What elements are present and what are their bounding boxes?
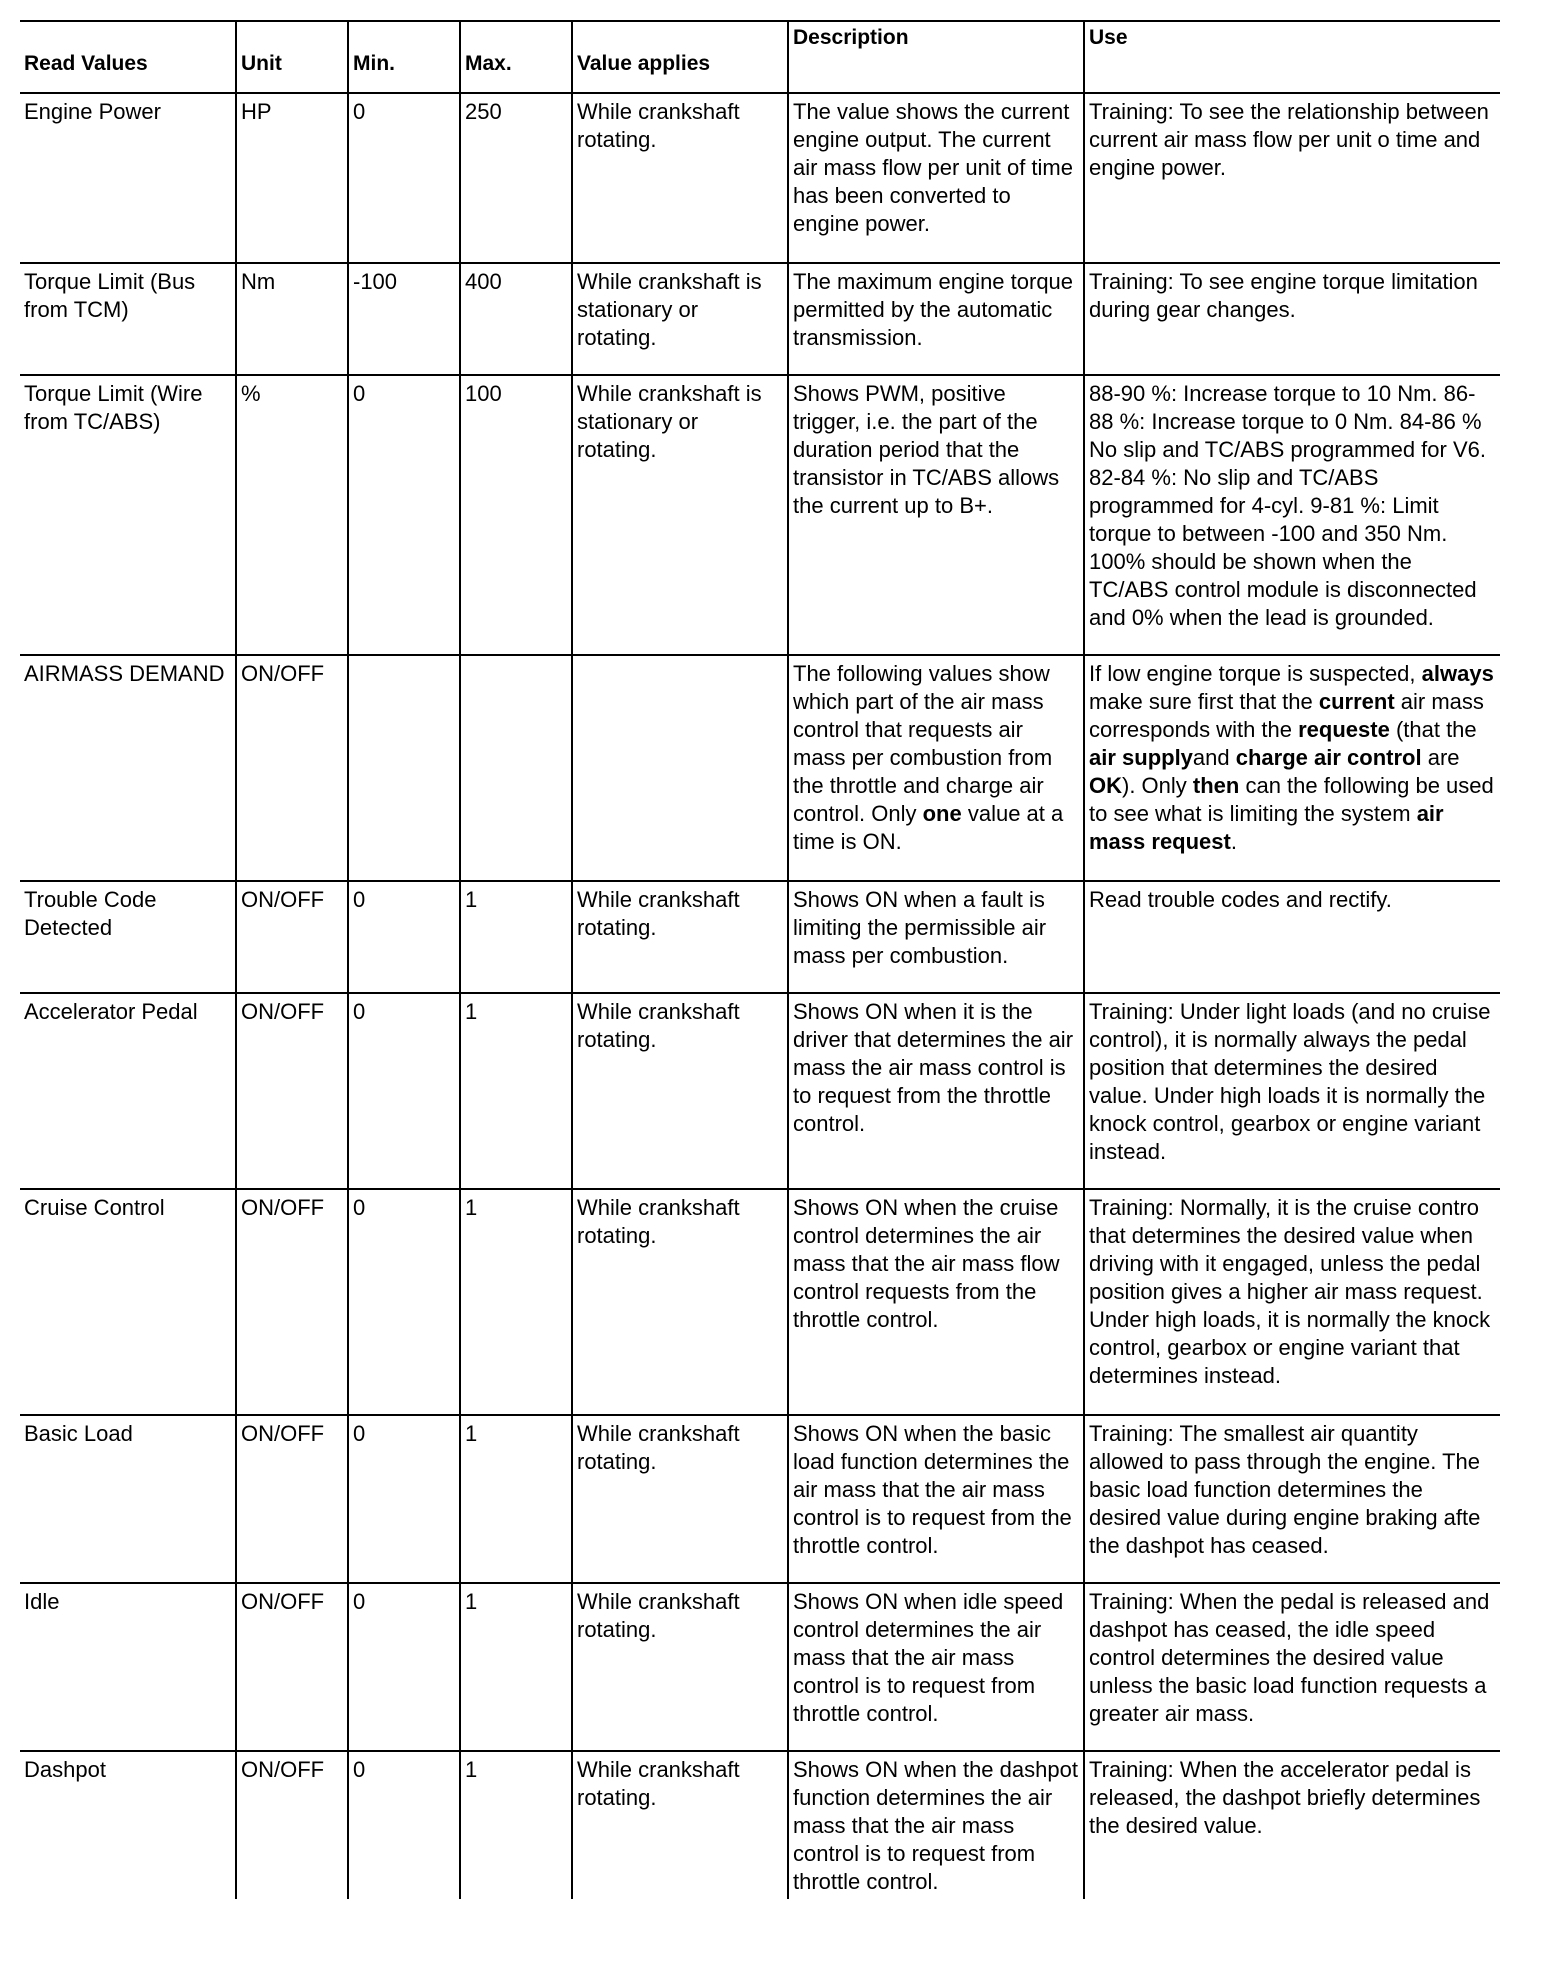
description-text: value at a time is ON. (793, 801, 1064, 854)
cell-description: Shows ON when the cruise control determines the air mass that the air mass flow control requests from the throttle control. (788, 1189, 1084, 1415)
table-row (20, 1583, 1500, 1751)
cell-min: 0 (348, 1415, 460, 1583)
cell-read-value: Engine Power (20, 93, 236, 263)
cell-description: The maximum engine torque permitted by the automatic transmission. (788, 263, 1084, 375)
cell-read-value: Accelerator Pedal (20, 993, 236, 1189)
cell-min: -100 (348, 263, 460, 375)
use-emphasis: air mass request (1089, 801, 1444, 854)
cell-max (460, 655, 572, 881)
use-emphasis: charge air control (1235, 745, 1422, 770)
table-row (20, 881, 1500, 993)
cell-read-value: Torque Limit (Bus from TCM) (20, 263, 236, 375)
cell-use: Training: To see engine torque limitation during gear changes. (1084, 263, 1500, 375)
cell-min: 0 (348, 1189, 460, 1415)
cell-read-value: Torque Limit (Wire from TC/ABS) (20, 375, 236, 655)
table-row (20, 93, 1500, 263)
use-emphasis: always (1421, 661, 1494, 686)
use-text: and (1192, 745, 1236, 770)
cell-description: The value shows the current engine output. The current air mass flow per unit of time has been converted to engine power. (788, 93, 1084, 263)
use-text: can the following be used to see what is limiting the system (1089, 773, 1494, 826)
cell-max: 1 (460, 1189, 572, 1415)
use-text: (that the (1389, 717, 1477, 742)
use-emphasis: requeste (1298, 717, 1390, 742)
header-min: Min. (348, 21, 460, 93)
cell-use: Training: When the pedal is released and dashpot has ceased, the idle speed control determines the desired value unless the basic load function requests a greater air mass. (1084, 1583, 1500, 1751)
header-description: Description (788, 21, 1084, 93)
cell-unit: ON/OFF (236, 881, 348, 993)
cell-description (788, 655, 1084, 881)
cell-applies: While crankshaft rotating. (572, 1751, 788, 1899)
cell-min: 0 (348, 1583, 460, 1751)
use-emphasis: current (1318, 689, 1395, 714)
header-max: Max. (460, 21, 572, 93)
cell-min: 0 (348, 993, 460, 1189)
cell-applies: While crankshaft is stationary or rotating. (572, 263, 788, 375)
table-row (20, 993, 1500, 1189)
table-row (20, 375, 1500, 655)
table-row (20, 655, 1500, 881)
cell-max: 400 (460, 263, 572, 375)
use-text: air mass corresponds with the (1089, 689, 1484, 742)
header-value-applies: Value applies (572, 21, 788, 93)
cell-applies: While crankshaft rotating. (572, 93, 788, 263)
table-row (20, 1751, 1500, 1899)
cell-description: Shows ON when a fault is limiting the permissible air mass per combustion. (788, 881, 1084, 993)
cell-read-value: Dashpot (20, 1751, 236, 1899)
cell-max: 1 (460, 1415, 572, 1583)
cell-max: 1 (460, 993, 572, 1189)
table-row (20, 1189, 1500, 1415)
cell-max: 1 (460, 881, 572, 993)
cell-use: 88-90 %: Increase torque to 10 Nm. 86-88 %: Increase torque to 0 Nm. 84-86 % No slip and TC/ABS programmed for V6. 82-84 %: No slip and TC/ABS programmed for 4-cyl. 9-81 %: Limit torque to between -100 and 350 Nm. 100% should be shown when the TC/ABS control module is disconnected and 0% when the lead is grounded. (1084, 375, 1500, 655)
use-text: ). Only (1122, 773, 1193, 798)
cell-read-value: AIRMASS DEMAND (20, 655, 236, 881)
cell-description: Shows ON when the basic load function determines the air mass that the air mass control is to request from the throttle control. (788, 1415, 1084, 1583)
cell-read-value: Cruise Control (20, 1189, 236, 1415)
cell-applies: While crankshaft is stationary or rotating. (572, 375, 788, 655)
description-emphasis: one (922, 801, 962, 826)
cell-applies: While crankshaft rotating. (572, 881, 788, 993)
cell-unit: ON/OFF (236, 655, 348, 881)
cell-use: Training: When the accelerator pedal is released, the dashpot briefly determines the desired value. (1084, 1751, 1500, 1899)
cell-min: 0 (348, 375, 460, 655)
cell-unit: ON/OFF (236, 1189, 348, 1415)
cell-description: Shows ON when idle speed control determines the air mass that the air mass control is to request from throttle control. (788, 1583, 1084, 1751)
cell-description: Shows ON when the dashpot function determines the air mass that the air mass control is to request from throttle control. (788, 1751, 1084, 1899)
header-use: Use (1084, 21, 1500, 93)
cell-description: Shows PWM, positive trigger, i.e. the part of the duration period that the transistor in TC/ABS allows the current up to B+. (788, 375, 1084, 655)
cell-read-value: Trouble Code Detected (20, 881, 236, 993)
cell-applies: While crankshaft rotating. (572, 1189, 788, 1415)
cell-applies: While crankshaft rotating. (572, 993, 788, 1189)
use-emphasis: air supply (1089, 745, 1193, 770)
cell-applies (572, 655, 788, 881)
cell-unit: Nm (236, 263, 348, 375)
cell-unit: % (236, 375, 348, 655)
use-emphasis: then (1192, 773, 1240, 798)
use-text: If low engine torque is suspected, (1089, 661, 1422, 686)
cell-max: 100 (460, 375, 572, 655)
cell-unit: ON/OFF (236, 1751, 348, 1899)
use-text: . (1230, 829, 1237, 854)
cell-use: Read trouble codes and rectify. (1084, 881, 1500, 993)
header-unit: Unit (236, 21, 348, 93)
use-text: are (1421, 745, 1460, 770)
table-header-row (20, 21, 1500, 93)
cell-description: Shows ON when it is the driver that determines the air mass the air mass control is to request from the throttle control. (788, 993, 1084, 1189)
cell-max: 250 (460, 93, 572, 263)
use-text: make sure first that the (1089, 689, 1319, 714)
cell-use: Training: Normally, it is the cruise contro that determines the desired value when driving with it engaged, unless the pedal position gives a higher air mass request. Under high loads, it is normally the knock control, gearbox or engine variant that determines instead. (1084, 1189, 1500, 1415)
cell-applies: While crankshaft rotating. (572, 1415, 788, 1583)
cell-unit: ON/OFF (236, 1415, 348, 1583)
use-emphasis: OK (1089, 773, 1122, 798)
cell-use: Training: The smallest air quantity allowed to pass through the engine. The basic load function determines the desired value during engine braking afte the dashpot has ceased. (1084, 1415, 1500, 1583)
cell-min: 0 (348, 93, 460, 263)
description-text: The following values show which part of the air mass control that requests air mass per combustion from the throttle and charge air control. Only (793, 661, 1053, 826)
cell-max: 1 (460, 1583, 572, 1751)
cell-use: Training: Under light loads (and no cruise control), it is normally always the pedal position that determines the desired value. Under high loads it is normally the knock control, gearbox or engine variant instead. (1084, 993, 1500, 1189)
cell-unit: ON/OFF (236, 993, 348, 1189)
cell-unit: HP (236, 93, 348, 263)
table-row (20, 263, 1500, 375)
cell-read-value: Basic Load (20, 1415, 236, 1583)
cell-min: 0 (348, 1751, 460, 1899)
header-read-values: Read Values (20, 21, 236, 93)
cell-min (348, 655, 460, 881)
cell-read-value: Idle (20, 1583, 236, 1751)
cell-use (1084, 655, 1500, 881)
cell-min: 0 (348, 881, 460, 993)
table-row (20, 1415, 1500, 1583)
cell-applies: While crankshaft rotating. (572, 1583, 788, 1751)
cell-unit: ON/OFF (236, 1583, 348, 1751)
read-values-table (20, 20, 1500, 1899)
cell-max: 1 (460, 1751, 572, 1899)
cell-use: Training: To see the relationship between current air mass flow per unit o time and engine power. (1084, 93, 1500, 263)
